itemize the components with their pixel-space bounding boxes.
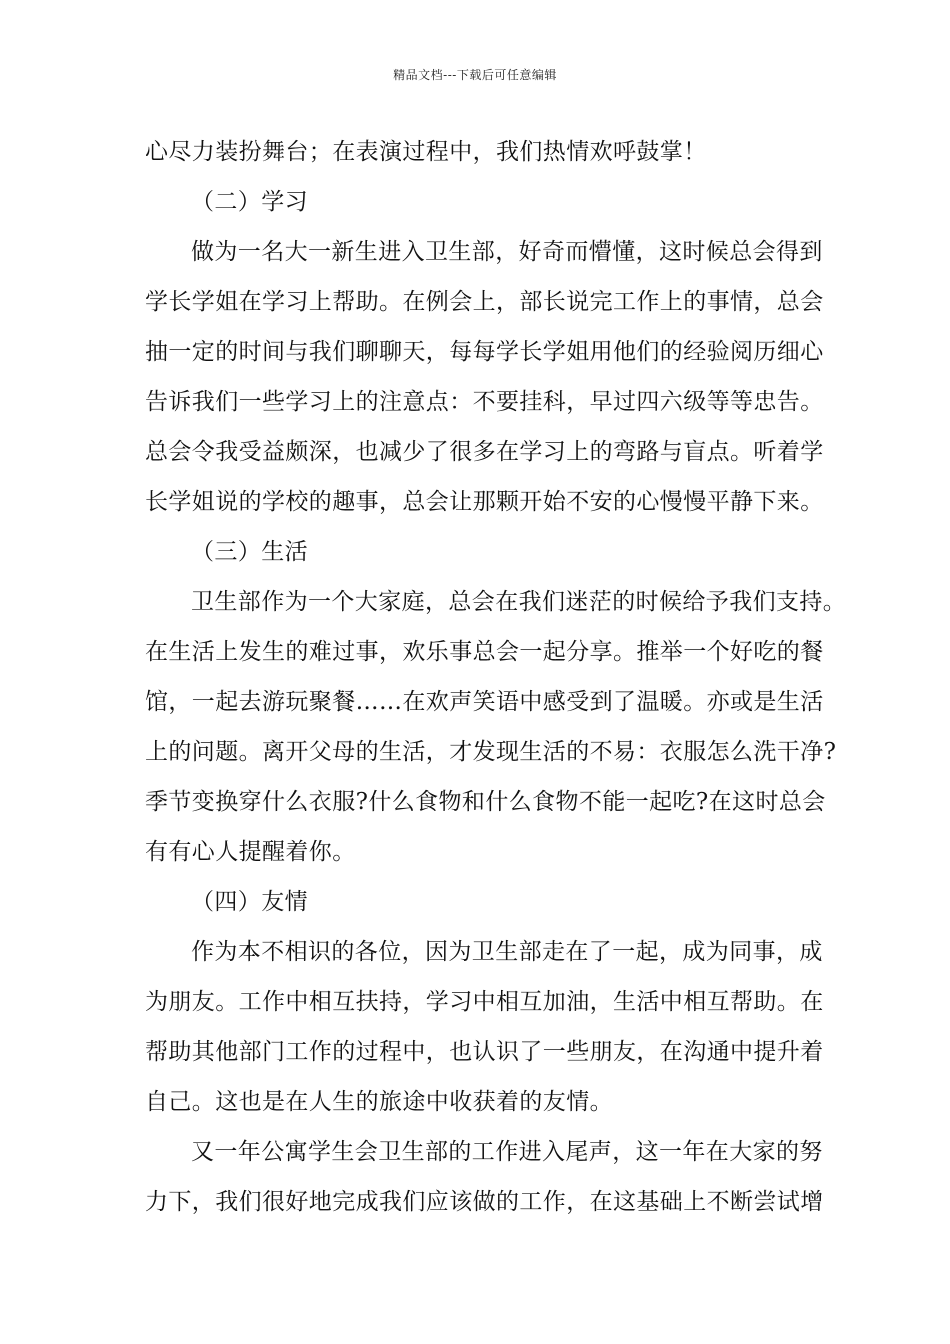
paragraph-line: 帮助其他部门工作的过程中，也认识了一些朋友，在沟通中提升着	[145, 1039, 824, 1065]
body-text	[145, 132, 847, 1232]
paragraph-line: 为朋友。工作中相互扶持，学习中相互加油，生活中相互帮助。在	[145, 989, 824, 1015]
paragraph-line: 又一年公寓学生会卫生部的工作进入尾声，这一年在大家的努	[191, 1139, 823, 1165]
paragraph-line: 上的问题。离开父母的生活，才发现生活的不易：衣服怎么洗干净?	[145, 739, 837, 765]
paragraph-line: 馆，一起去游玩聚餐……在欢声笑语中感受到了温暖。亦或是生活	[145, 689, 824, 715]
section-heading-life: （三）生活	[191, 539, 308, 565]
paragraph-line: 有有心人提醒着你。	[145, 839, 356, 865]
section-heading-friendship: （四）友情	[191, 889, 308, 915]
section-heading-study: （二）学习	[191, 189, 308, 215]
paragraph-line: 抽一定的时间与我们聊聊天，每每学长学姐用他们的经验阅历细心	[145, 339, 824, 365]
paragraph-line: 总会令我受益颇深，也减少了很多在学习上的弯路与盲点。听着学	[145, 439, 824, 465]
page-header: 精品文档---下载后可任意编辑	[393, 68, 557, 82]
paragraph-line: 自己。这也是在人生的旅途中收获着的友情。	[145, 1089, 613, 1115]
paragraph-line: 作为本不相识的各位，因为卫生部走在了一起，成为同事，成	[191, 939, 823, 965]
paragraph-line: 心尽力装扮舞台；在表演过程中，我们热情欢呼鼓掌！	[145, 139, 707, 165]
paragraph-line: 在生活上发生的难过事，欢乐事总会一起分享。推举一个好吃的餐	[145, 639, 824, 665]
paragraph-line: 卫生部作为一个大家庭，总会在我们迷茫的时候给予我们支持。	[191, 589, 847, 615]
paragraph-line: 季节变换穿什么衣服?什么食物和什么食物不能一起吃?在这时总会	[145, 789, 826, 815]
paragraph-line: 告诉我们一些学习上的注意点：不要挂科，早过四六级等等忠告。	[145, 389, 824, 415]
paragraph-line: 长学姐说的学校的趣事，总会让那颗开始不安的心慢慢平静下来。	[145, 489, 824, 515]
paragraph-line: 力下，我们很好地完成我们应该做的工作，在这基础上不断尝试增	[145, 1189, 824, 1215]
paragraph-line: 学长学姐在学习上帮助。在例会上，部长说完工作上的事情，总会	[145, 289, 824, 315]
paragraph-line: 做为一名大一新生进入卫生部，好奇而懵懂，这时候总会得到	[191, 239, 823, 265]
